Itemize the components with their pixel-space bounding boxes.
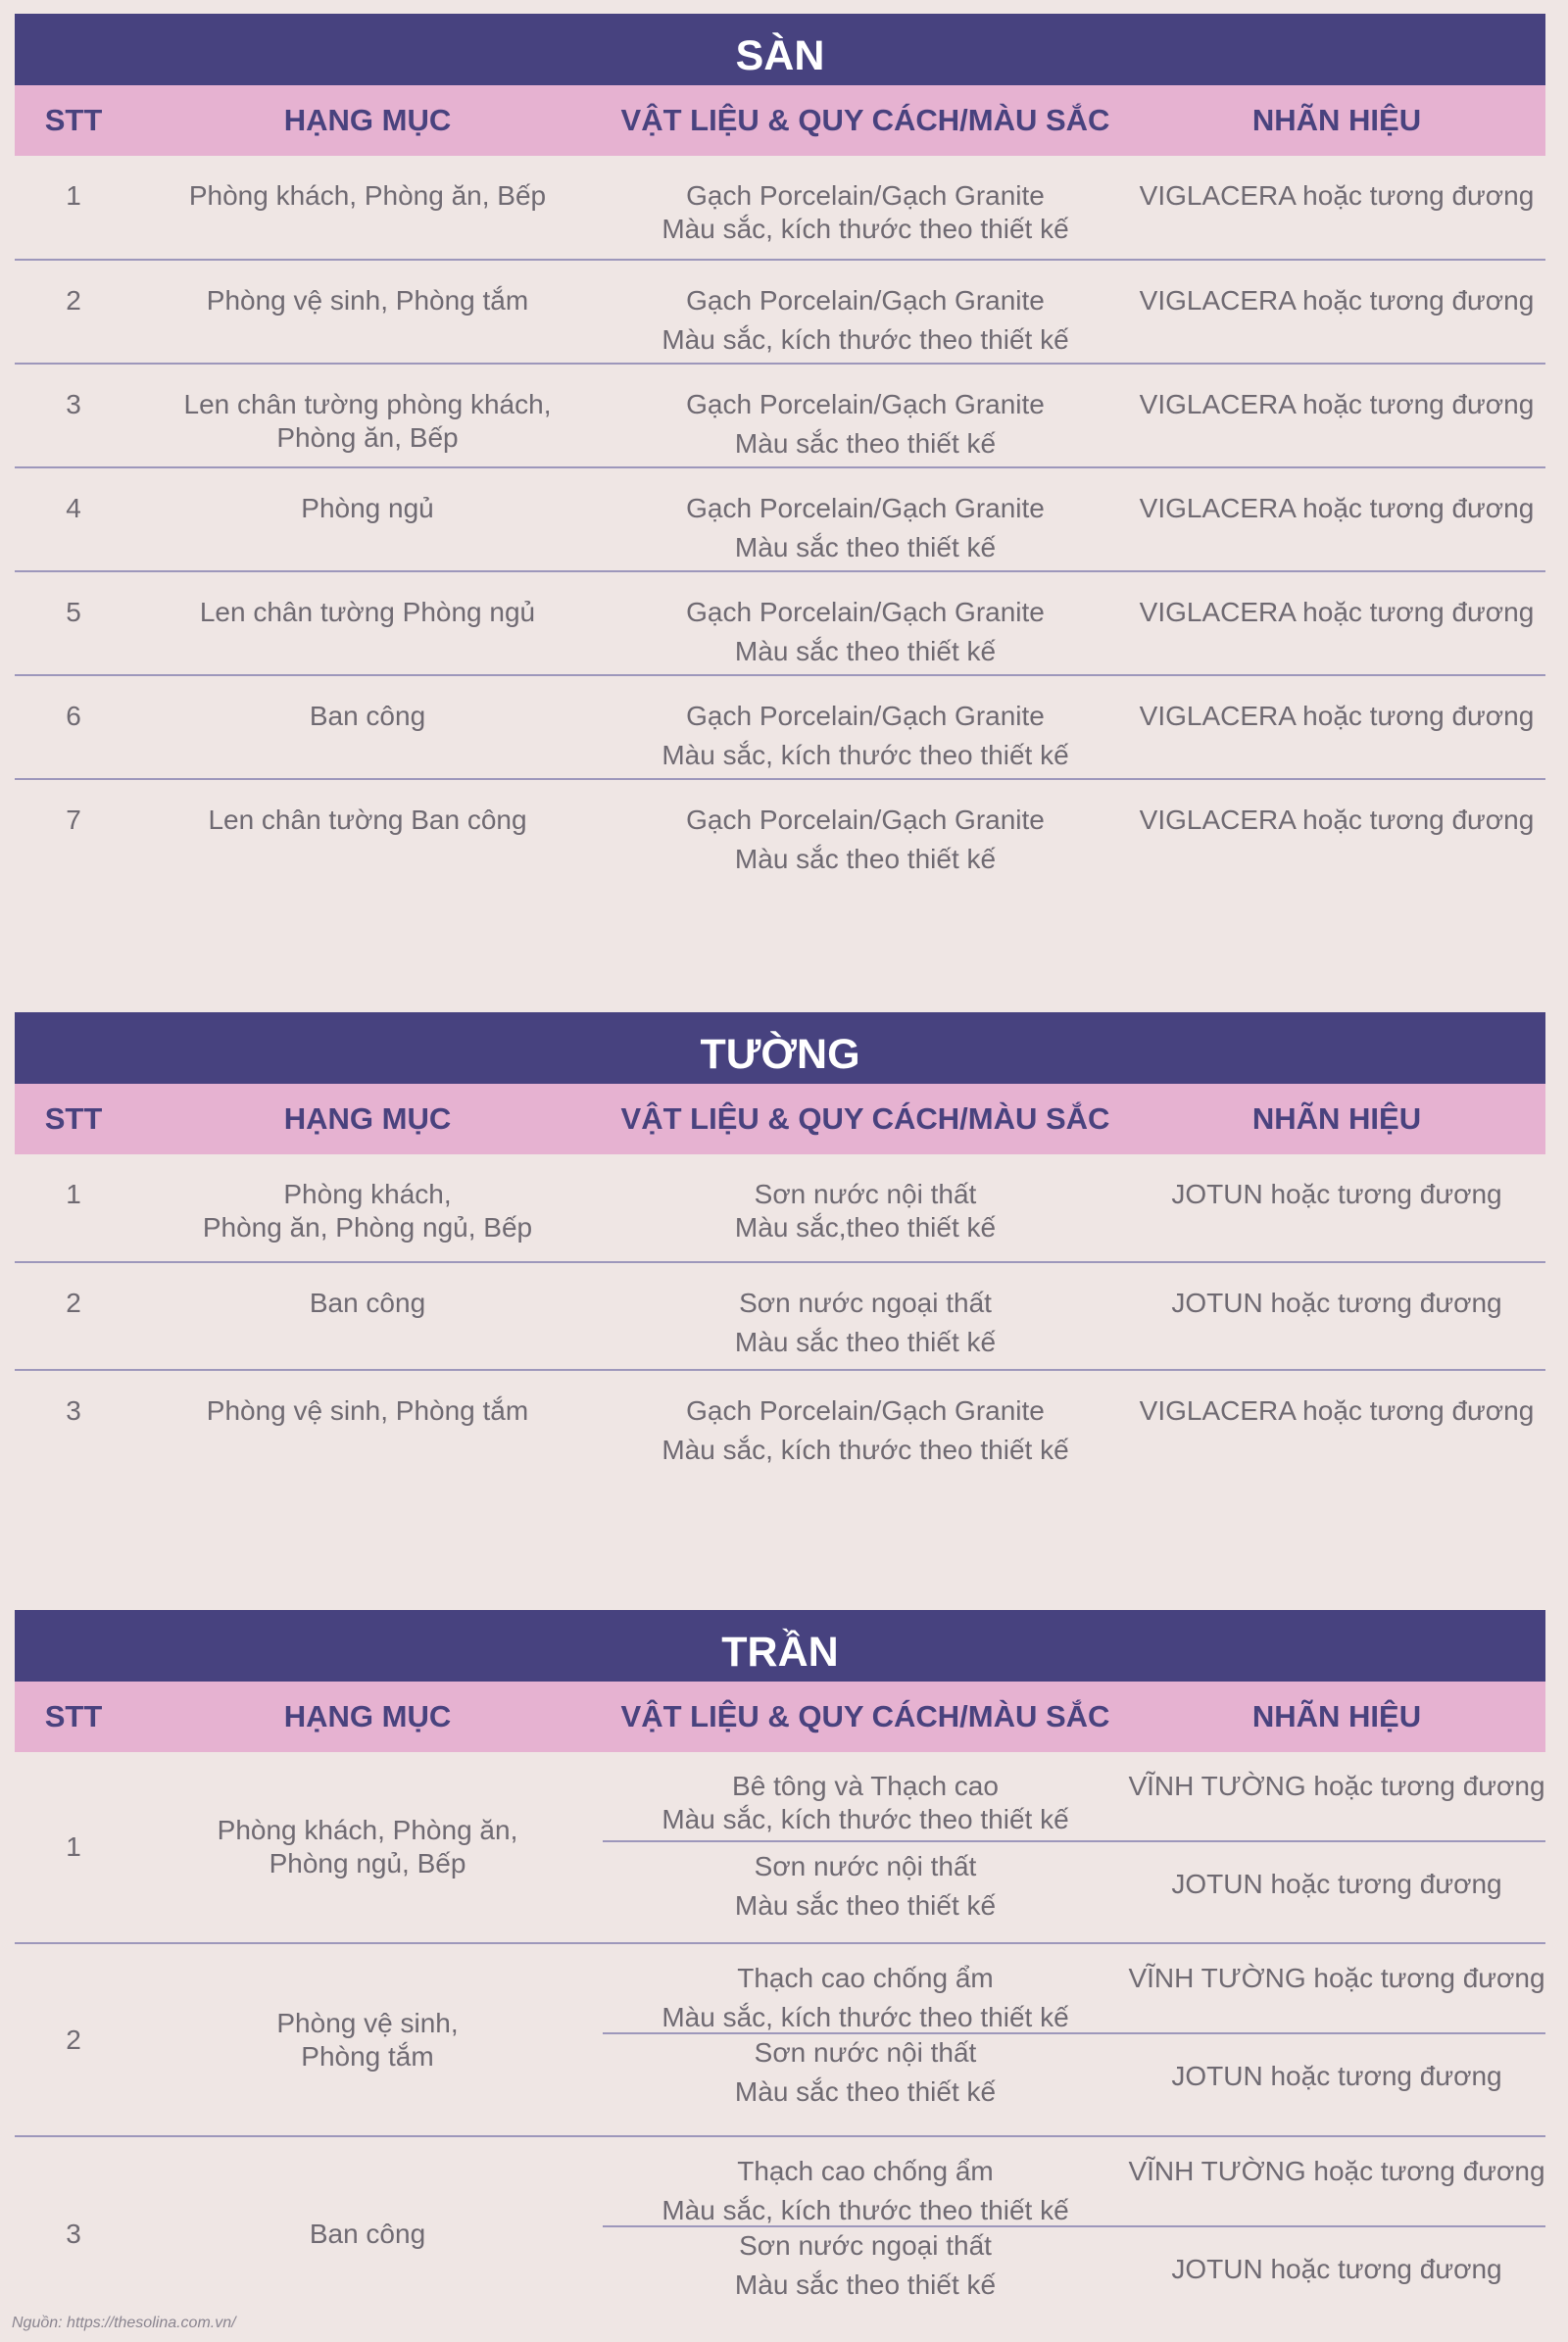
header-brand: NHÃN HIỆU xyxy=(1251,1699,1422,1733)
header-category: HẠNG MỤC xyxy=(283,1101,452,1136)
row-material: Gạch Porcelain/Gạch Granite Màu sắc, kích thước theo thiết kế xyxy=(662,180,1069,244)
row-brand: JOTUN hoặc tương đương xyxy=(1171,2254,1502,2284)
header-stt: STT xyxy=(44,1101,103,1136)
sub-row xyxy=(603,1752,1545,1842)
table-row xyxy=(15,1371,1545,1479)
section-title: TRẦN xyxy=(15,1610,1545,1682)
row-brand: JOTUN hoặc tương đương xyxy=(1171,1288,1502,1318)
row-sub-items xyxy=(603,1752,1545,1942)
row-stt: 1 xyxy=(66,180,81,211)
table-header xyxy=(15,85,1545,156)
sub-row xyxy=(603,2227,1545,2318)
row-category: Ban công xyxy=(309,1288,426,1318)
row-brand: JOTUN hoặc tương đương xyxy=(1171,2061,1502,2091)
row-category: Phòng khách, Phòng ăn, Bếp xyxy=(188,180,547,211)
header-brand: NHÃN HIỆU xyxy=(1251,103,1422,137)
row-brand: VĨNH TƯỜNG hoặc tương đương xyxy=(1128,2156,1545,2186)
row-category: Len chân tường phòng khách, Phòng ăn, Bếp xyxy=(183,389,552,453)
header-category: HẠNG MỤC xyxy=(283,1699,452,1733)
header-brand: NHÃN HIỆU xyxy=(1251,1101,1422,1136)
row-brand: VIGLACERA hoặc tương đương xyxy=(1139,180,1535,211)
table-body xyxy=(15,1154,1545,1479)
row-material: Gạch Porcelain/Gạch Granite Màu sắc, kích thước theo thiết kế xyxy=(662,701,1069,770)
section-title: TƯỜNG xyxy=(15,1012,1545,1084)
header-material: VẬT LIỆU & QUY CÁCH/MÀU SẮC xyxy=(620,1699,1110,1733)
row-material: Gạch Porcelain/Gạch Granite Màu sắc theo thiết kế xyxy=(686,805,1045,874)
row-material: Sơn nước ngoại thất Màu sắc theo thiết kế xyxy=(734,1288,997,1357)
table-row xyxy=(15,2137,1545,2330)
row-stt: 6 xyxy=(66,701,81,731)
row-stt: 1 xyxy=(66,1831,81,1862)
row-material: Sơn nước nội thất Màu sắc theo thiết kế xyxy=(734,1851,997,1921)
row-material: Gạch Porcelain/Gạch Granite Màu sắc theo thiết kế xyxy=(686,493,1045,562)
header-material: VẬT LIỆU & QUY CÁCH/MÀU SẮC xyxy=(620,1101,1110,1136)
row-brand: VIGLACERA hoặc tương đương xyxy=(1139,493,1535,523)
row-material: Gạch Porcelain/Gạch Granite Màu sắc, kích thước theo thiết kế xyxy=(662,285,1069,355)
table-row xyxy=(15,468,1545,572)
source-caption: Nguồn: https://thesolina.com.vn/ xyxy=(12,2315,236,2331)
sub-row xyxy=(603,1842,1545,1932)
row-brand: VIGLACERA hoặc tương đương xyxy=(1139,285,1535,316)
header-stt: STT xyxy=(44,103,103,137)
table-body xyxy=(15,156,1545,884)
header-material: VẬT LIỆU & QUY CÁCH/MÀU SẮC xyxy=(620,103,1110,137)
table-row xyxy=(15,780,1545,884)
table-row xyxy=(15,1944,1545,2137)
row-brand: VIGLACERA hoặc tương đương xyxy=(1139,805,1535,835)
sub-row xyxy=(603,2034,1545,2124)
sub-row xyxy=(603,1944,1545,2034)
table-row xyxy=(15,365,1545,468)
row-brand: VIGLACERA hoặc tương đương xyxy=(1139,701,1535,731)
sub-row xyxy=(603,2137,1545,2227)
row-category: Phòng khách, Phòng ăn, Phòng ngủ, Bếp xyxy=(202,1179,533,1243)
row-material: Sơn nước nội thất Màu sắc,theo thiết kế xyxy=(734,1179,997,1243)
row-category: Ban công xyxy=(309,701,426,731)
header-category: HẠNG MỤC xyxy=(283,103,452,137)
row-category: Phòng ngủ xyxy=(301,493,434,523)
row-brand: JOTUN hoặc tương đương xyxy=(1171,1869,1502,1899)
row-stt: 1 xyxy=(66,1179,81,1209)
row-category: Phòng khách, Phòng ăn, Phòng ngủ, Bếp xyxy=(217,1815,518,1878)
row-category: Phòng vệ sinh, Phòng tắm xyxy=(206,1395,529,1426)
row-brand: VĨNH TƯỜNG hoặc tương đương xyxy=(1128,1771,1545,1801)
table-body xyxy=(15,1752,1545,2330)
table-row xyxy=(15,156,1545,261)
section-tuong xyxy=(15,1012,1545,1479)
section-san xyxy=(15,14,1545,884)
row-stt: 4 xyxy=(66,493,81,523)
row-category: Phòng vệ sinh, Phòng tắm xyxy=(206,285,529,316)
row-material: Sơn nước ngoại thất Màu sắc theo thiết kế xyxy=(734,2230,997,2300)
row-material: Thạch cao chống ẩm Màu sắc, kích thước theo thiết kế xyxy=(662,2156,1069,2225)
row-stt: 5 xyxy=(66,597,81,627)
row-stt: 7 xyxy=(66,805,81,835)
row-material: Gạch Porcelain/Gạch Granite Màu sắc, kích thước theo thiết kế xyxy=(662,1395,1069,1465)
row-brand: VIGLACERA hoặc tương đương xyxy=(1139,597,1535,627)
row-stt: 3 xyxy=(66,1395,81,1426)
row-sub-items xyxy=(603,2137,1545,2330)
row-category: Len chân tường Ban công xyxy=(208,805,527,835)
row-brand: JOTUN hoặc tương đương xyxy=(1171,1179,1502,1209)
row-stt: 3 xyxy=(66,389,81,419)
table-row xyxy=(15,261,1545,365)
row-category: Phòng vệ sinh, Phòng tắm xyxy=(276,2007,459,2072)
table-row xyxy=(15,1752,1545,1944)
header-stt: STT xyxy=(44,1699,103,1733)
table-row xyxy=(15,1263,1545,1371)
row-stt: 2 xyxy=(66,285,81,316)
row-material: Gạch Porcelain/Gạch Granite Màu sắc theo thiết kế xyxy=(686,389,1045,459)
row-material: Thạch cao chống ẩm Màu sắc, kích thước theo thiết kế xyxy=(662,1963,1069,2032)
section-tran xyxy=(15,1610,1545,2330)
table-row xyxy=(15,676,1545,780)
row-material: Gạch Porcelain/Gạch Granite Màu sắc theo thiết kế xyxy=(686,597,1045,666)
row-material: Sơn nước nội thất Màu sắc theo thiết kế xyxy=(734,2037,997,2107)
row-stt: 2 xyxy=(66,1288,81,1318)
row-stt: 2 xyxy=(66,2024,81,2055)
table-row xyxy=(15,1154,1545,1263)
table-row xyxy=(15,572,1545,676)
row-brand: VIGLACERA hoặc tương đương xyxy=(1139,389,1535,419)
row-category: Len chân tường Phòng ngủ xyxy=(199,597,536,627)
row-sub-items xyxy=(603,1944,1545,2135)
row-category: Ban công xyxy=(309,2218,426,2249)
table-header xyxy=(15,1084,1545,1154)
row-brand: VIGLACERA hoặc tương đương xyxy=(1139,1395,1535,1426)
row-stt: 3 xyxy=(66,2218,81,2249)
section-title: SÀN xyxy=(15,14,1545,85)
table-header xyxy=(15,1682,1545,1752)
row-material: Bê tông và Thạch cao Màu sắc, kích thước theo thiết kế xyxy=(662,1771,1069,1834)
row-brand: VĨNH TƯỜNG hoặc tương đương xyxy=(1128,1963,1545,1993)
